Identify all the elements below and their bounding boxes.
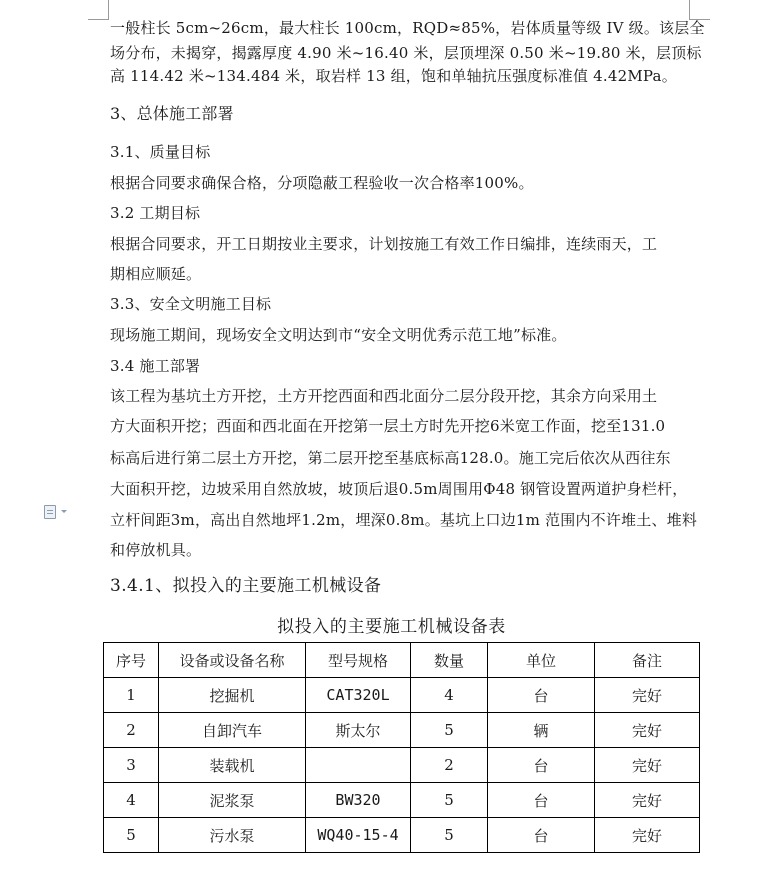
section-3-4-heading: 3.4 施工部署 [110, 357, 201, 375]
section-3-1-heading: 3.1、质量目标 [110, 143, 211, 161]
section-3-4-text: 和停放机具。 [110, 541, 202, 559]
table-cell: 自卸汽车 [159, 713, 306, 748]
equipment-table [103, 642, 700, 853]
table-header-row [104, 643, 700, 678]
section-3-4-text: 立杆间距3m，高出自然地坪1.2m，埋深0.8m。基坑上口边1m 范围内不许堆土、堆料 [110, 511, 698, 529]
intro-line: 高 114.42 米~134.484 米，取岩样 13 组，饱和单轴抗压强度标准值 4.42MPa。 [110, 67, 677, 85]
header-cell: 单位 [488, 643, 595, 678]
table-cell: BW320 [306, 783, 411, 818]
table-cell: 污水泵 [159, 818, 306, 853]
section-3-1-text: 根据合同要求确保合格，分项隐蔽工程验收一次合格率100%。 [110, 174, 534, 192]
table-cell: 2 [104, 713, 159, 748]
table-cell: 斯太尔 [306, 713, 411, 748]
table-cell: 台 [488, 748, 595, 783]
section-3-4-text: 方大面积开挖；西面和西北面在开挖第一层土方时先开挖6米宽工作面，挖至131.0 [110, 417, 666, 435]
crop-mark-top-left [88, 19, 109, 20]
header-cell: 序号 [104, 643, 159, 678]
table-cell: 完好 [595, 783, 700, 818]
table-row [104, 783, 700, 818]
table-cell: 台 [488, 818, 595, 853]
table-cell: 完好 [595, 748, 700, 783]
table-cell [306, 748, 411, 783]
table-cell: 台 [488, 783, 595, 818]
section-3-4-text: 大面积开挖，边坡采用自然放坡，坡顶后退0.5m周围用Φ48 钢管设置两道护身栏杆， [110, 480, 688, 498]
table-cell: 挖掘机 [159, 678, 306, 713]
section-3-heading: 3、总体施工部署 [110, 104, 234, 123]
section-3-2-heading: 3.2 工期目标 [110, 204, 201, 222]
table-cell: 5 [411, 713, 488, 748]
chevron-down-icon[interactable] [61, 510, 67, 513]
header-cell: 型号规格 [306, 643, 411, 678]
section-3-4-text: 该工程为基坑土方开挖，土方开挖西面和西北面分二层分段开挖，其余方向采用土 [110, 387, 658, 405]
table-cell: 完好 [595, 678, 700, 713]
section-3-3-text: 现场施工期间，现场安全文明达到市“安全文明优秀示范工地”标准。 [110, 326, 567, 344]
section-3-4-text: 标高后进行第二层土方开挖，第二层开挖至基底标高128.0。施工完后依次从西往东 [110, 449, 671, 467]
table-cell: 5 [411, 783, 488, 818]
section-3-2-text: 期相应顺延。 [110, 265, 202, 283]
table-row [104, 678, 700, 713]
table-cell: 完好 [595, 713, 700, 748]
table-row [104, 713, 700, 748]
header-cell: 数量 [411, 643, 488, 678]
table-cell: 3 [104, 748, 159, 783]
table-cell: 装载机 [159, 748, 306, 783]
table-cell: 4 [104, 783, 159, 818]
table-row [104, 748, 700, 783]
table-cell: 台 [488, 678, 595, 713]
table-title: 拟投入的主要施工机械设备表 [277, 617, 506, 637]
header-cell: 设备或设备名称 [159, 643, 306, 678]
section-3-3-heading: 3.3、安全文明施工目标 [110, 295, 272, 313]
header-cell: 备注 [595, 643, 700, 678]
table-cell: 完好 [595, 818, 700, 853]
table-cell: 1 [104, 678, 159, 713]
section-3-2-text: 根据合同要求，开工日期按业主要求，计划按施工有效工作日编排，连续雨天，工 [110, 235, 658, 253]
table-cell: 4 [411, 678, 488, 713]
crop-mark-top-left [108, 0, 109, 20]
intro-line: 一般柱长 5cm~26cm，最大柱长 100cm，RQD≈85%，岩体质量等级 IV 级。该层全 [110, 19, 705, 37]
section-3-4-1-heading: 3.4.1、拟投入的主要施工机械设备 [110, 576, 382, 596]
table-row [104, 818, 700, 853]
table-cell: 辆 [488, 713, 595, 748]
table-cell: CAT320L [306, 678, 411, 713]
table-cell: 泥浆泵 [159, 783, 306, 818]
table-cell: 2 [411, 748, 488, 783]
paragraph-options-icon[interactable] [44, 505, 56, 519]
table-cell: WQ40-15-4 [306, 818, 411, 853]
table-cell: 5 [411, 818, 488, 853]
table-cell: 5 [104, 818, 159, 853]
intro-line: 场分布，未揭穿，揭露厚度 4.90 米~16.40 米，层顶埋深 0.50 米~19.80 米，层顶标 [110, 44, 702, 62]
